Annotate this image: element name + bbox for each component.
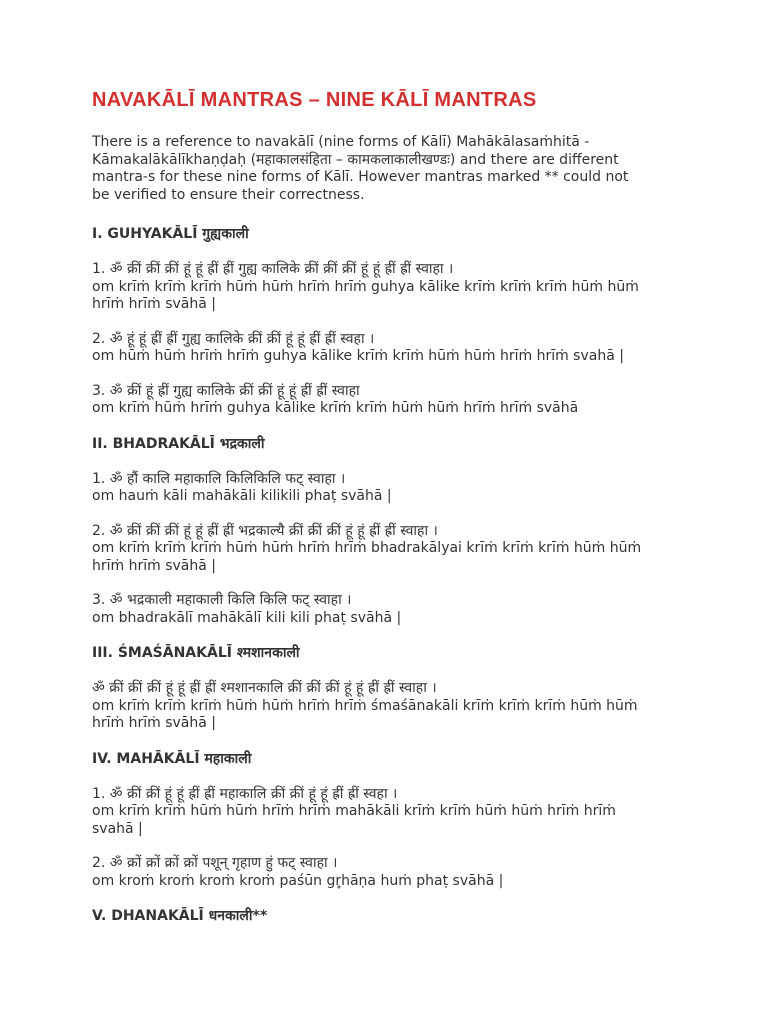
section-heading: II. BHADRAKĀLĪ भद्रकाली	[92, 435, 265, 452]
mantra-devanagari: 2. ॐ क्रों क्रों क्रों क्रों पशून् गृहाण हुं फट् स्वाहा ।	[92, 855, 338, 871]
mantra-transliteration: om hauṁ kāli mahākāli kilikili phaṭ svāhā |	[92, 488, 392, 504]
mantra-devanagari: 1. ॐ हौं कालि महाकालि किलिकिलि फट् स्वाहा ।	[92, 470, 346, 487]
mantra-transliteration: om hūṁ hūṁ hrīṁ hrīṁ guhya kālike krīṁ krīṁ hūṁ hūṁ hrīṁ hrīṁ svahā |	[92, 348, 624, 364]
mantra-entry	[92, 261, 648, 314]
mantra-entry	[92, 592, 648, 627]
intro-paragraph: There is a reference to navakālī (nine forms of Kālī) Mahākālasaṁhitā - Kāmakalākālīkhaṇḍaḥ (महाकालसंहिता – कामकलाकालीखण्डः) and there are different mantra-s for these nine forms of Kālī. However mantras marked ** could not be verified to ensure their correctness.	[92, 134, 629, 203]
mantra-transliteration: om krīṁ krīṁ krīṁ hūṁ hūṁ hrīṁ hrīṁ bhadrakālyai krīṁ krīṁ krīṁ hūṁ hūṁ hrīṁ hrīṁ svāhā |	[92, 540, 642, 574]
mantra-entry	[92, 786, 648, 839]
mantra-entry	[92, 680, 648, 733]
mantra-section	[92, 907, 648, 925]
mantra-devanagari: 1. ॐ क्रीं क्रीं क्रीं हूं हूं ह्रीं ह्रीं गुह्य कालिके क्रीं क्रीं क्रीं हूं हूं ह्रीं ह्रीं स्वाहा ।	[92, 261, 454, 277]
mantra-entry	[92, 855, 648, 890]
mantra-transliteration: om kroṁ kroṁ kroṁ kroṁ paśūn gr̥hāṇa huṁ phaṭ svāhā |	[92, 872, 504, 889]
section-heading: IV. MAHĀKĀLĪ महाकाली	[92, 750, 252, 767]
mantra-devanagari: 3. ॐ भद्रकाली महाकाली किलि किलि फट् स्वाहा ।	[92, 592, 352, 608]
mantra-section	[92, 644, 648, 733]
mantra-entry	[92, 523, 648, 576]
mantra-sections	[92, 225, 648, 925]
mantra-transliteration: om krīṁ krīṁ krīṁ hūṁ hūṁ hrīṁ hrīṁ śmaśānakāli krīṁ krīṁ krīṁ hūṁ hūṁ hrīṁ hrīṁ svāhā |	[92, 697, 638, 731]
mantra-transliteration: om krīṁ krīṁ hūṁ hūṁ hrīṁ hrīṁ mahākāli krīṁ krīṁ hūṁ hūṁ hrīṁ hrīṁ svahā |	[92, 803, 616, 837]
mantra-entry	[92, 471, 648, 506]
mantra-section	[92, 435, 648, 628]
section-heading: V. DHANAKĀLĪ धनकाली**	[92, 908, 268, 924]
mantra-entry	[92, 331, 648, 366]
mantra-devanagari: 1. ॐ क्रीं क्रीं हूं हूं ह्रीं ह्रीं महाकालि क्रीं क्रीं हूं हूं ह्रीं ह्रीं स्वहा ।	[92, 785, 398, 802]
mantra-devanagari: 3. ॐ क्रीं हूं ह्रीं गुह्य कालिके क्रीं क्रीं हूं हूं ह्रीं ह्रीं स्वाहा	[92, 382, 360, 399]
mantra-transliteration: om krīṁ hūṁ hrīṁ guhya kālike krīṁ krīṁ hūṁ hūṁ hrīṁ hrīṁ svāhā	[92, 400, 579, 416]
mantra-section	[92, 225, 648, 418]
mantra-devanagari: 2. ॐ हूं हूं ह्रीं ह्रीं गुह्य कालिके क्रीं क्रीं हूं हूं ह्रीं ह्रीं स्वहा ।	[92, 330, 375, 347]
mantra-transliteration: om krīṁ krīṁ krīṁ hūṁ hūṁ hrīṁ hrīṁ guhya kālike krīṁ krīṁ krīṁ hūṁ hūṁ hrīṁ hrīṁ svāhā |	[92, 278, 639, 312]
mantra-devanagari: ॐ क्रीं क्रीं क्रीं हूं हूं ह्रीं ह्रीं श्मशानकालि क्रीं क्रीं क्रीं हूं हूं ह्रीं ह्रीं स्वाहा ।	[92, 680, 437, 696]
mantra-transliteration: om bhadrakālī mahākālī kili kili phaṭ svāhā |	[92, 609, 402, 626]
section-heading: III. ŚMAŚĀNAKĀLĪ श्मशानकाली	[92, 645, 300, 661]
mantra-devanagari: 2. ॐ क्रीं क्रीं क्रीं हूं हूं ह्रीं ह्रीं भद्रकाल्यै क्रीं क्रीं क्रीं हूं हूं ह्रीं ह्रीं स्वाहा ।	[92, 522, 438, 539]
section-heading: I. GUHYAKĀLĪ गुह्यकाली	[92, 226, 249, 242]
document-title: NAVAKĀLĪ MANTRAS – NINE KĀLĪ MANTRAS	[92, 89, 537, 111]
mantra-entry	[92, 383, 648, 418]
mantra-section	[92, 750, 648, 891]
